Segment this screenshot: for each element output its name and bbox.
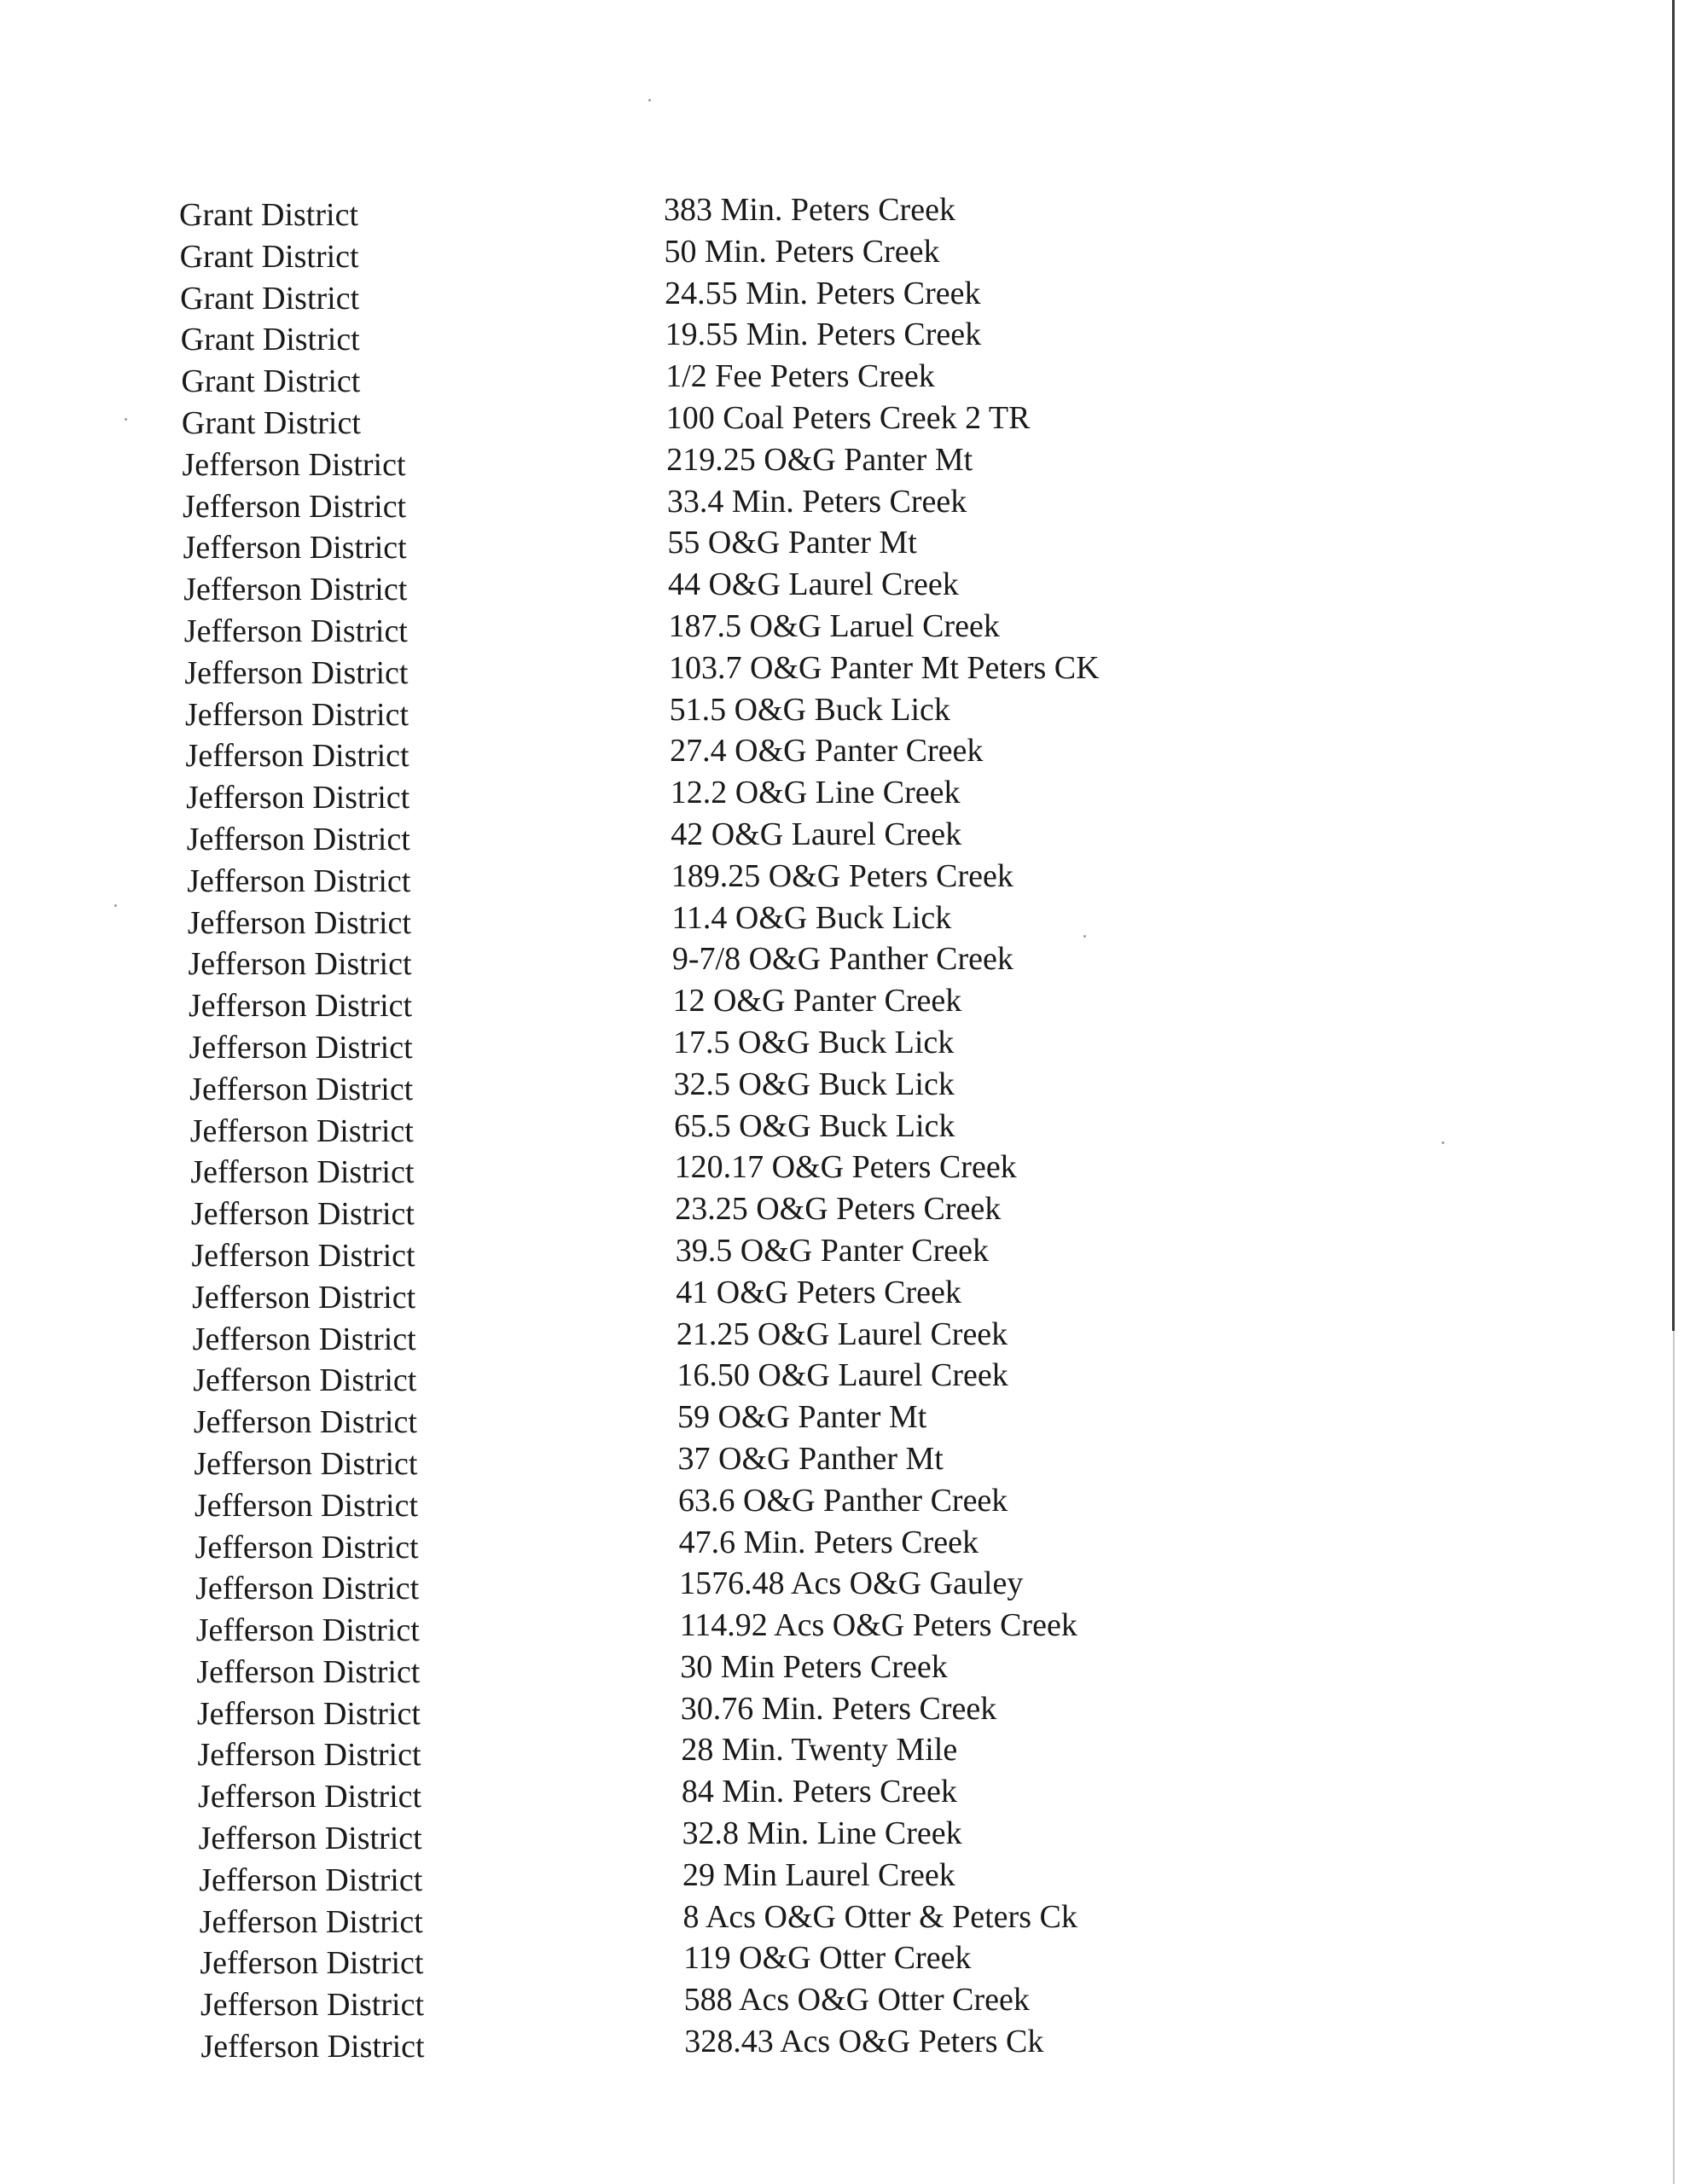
district-name: Jefferson District <box>200 1945 424 1982</box>
record-row <box>0 275 1690 320</box>
district-name: Jefferson District <box>198 1821 422 1857</box>
record-row <box>0 192 1690 236</box>
district-name: Jefferson District <box>183 530 407 566</box>
record-row <box>0 1524 1690 1569</box>
district-name: Jefferson District <box>189 1112 414 1149</box>
record-row <box>0 857 1690 903</box>
record-row <box>0 1232 1690 1277</box>
tract-description: 12 O&G Panter Creek <box>672 983 962 1019</box>
record-row <box>0 1776 1690 1818</box>
tract-description: 187.5 O&G Laruel Creek <box>668 607 1000 644</box>
district-name: Jefferson District <box>185 738 409 775</box>
tract-description: 47.6 Min. Peters Creek <box>678 1524 979 1560</box>
district-name: Jefferson District <box>196 1653 421 1690</box>
record-row <box>0 1440 1690 1485</box>
district-name: Jefferson District <box>184 696 409 733</box>
record-row <box>0 399 1690 444</box>
district-name: Jefferson District <box>199 1903 423 1940</box>
tract-description: 21.25 O&G Laurel Creek <box>676 1316 1008 1352</box>
record-row <box>0 816 1690 861</box>
tract-description: 103.7 O&G Panter Mt Peters CK <box>669 649 1100 686</box>
district-name: Jefferson District <box>189 988 413 1025</box>
district-name: Jefferson District <box>195 1571 420 1607</box>
record-row <box>0 985 1690 1027</box>
district-name: Jefferson District <box>194 1487 419 1524</box>
record-row <box>0 1607 1690 1652</box>
tract-description: 328.43 Acs O&G Peters Ck <box>684 2024 1044 2060</box>
record-row <box>0 1149 1690 1194</box>
tract-description: 119 O&G Otter Creek <box>683 1940 972 1977</box>
tract-description: 8 Acs O&G Otter & Peters Ck <box>682 1898 1077 1935</box>
tract-description: 23.25 O&G Peters Creek <box>675 1191 1002 1228</box>
tract-description: 50 Min. Peters Creek <box>664 233 940 270</box>
tract-description: 33.4 Min. Peters Creek <box>666 483 967 520</box>
district-name: Jefferson District <box>192 1321 416 1357</box>
record-row <box>0 1734 1690 1776</box>
tract-description: 63.6 O&G Panther Creek <box>678 1482 1008 1519</box>
record-row <box>0 691 1690 736</box>
district-name: Jefferson District <box>182 446 406 483</box>
record-row <box>0 1984 1690 2026</box>
district-name: Grant District <box>181 363 361 400</box>
record-row <box>0 441 1690 486</box>
record-row <box>0 1856 1690 1902</box>
district-name: Jefferson District <box>183 488 407 525</box>
tract-description: 17.5 O&G Buck Lick <box>673 1024 955 1060</box>
district-name: Grant District <box>181 404 361 441</box>
record-row <box>0 1815 1690 1860</box>
district-name: Jefferson District <box>200 1987 425 2024</box>
district-name: Jefferson District <box>186 780 410 816</box>
district-name: Jefferson District <box>193 1362 417 1399</box>
district-name: Jefferson District <box>190 1196 415 1233</box>
tract-description: 28 Min. Twenty Mile <box>681 1732 958 1769</box>
district-name: Jefferson District <box>195 1612 420 1649</box>
district-name: Grant District <box>180 280 360 317</box>
district-name: Jefferson District <box>189 1071 414 1107</box>
district-name: Jefferson District <box>192 1279 416 1316</box>
tract-description: 39.5 O&G Panter Creek <box>675 1232 990 1269</box>
tract-description: 114.92 Acs O&G Peters Creek <box>679 1607 1077 1644</box>
district-name: Jefferson District <box>200 2029 425 2065</box>
tract-description: 1576.48 Acs O&G Gauley <box>679 1565 1024 1602</box>
district-name: Jefferson District <box>196 1695 421 1732</box>
record-row <box>0 483 1690 528</box>
district-name: Jefferson District <box>183 572 408 608</box>
district-name: Jefferson District <box>187 904 411 941</box>
record-row <box>0 1191 1690 1235</box>
district-name: Grant District <box>180 322 360 358</box>
tract-description: 37 O&G Panther Mt <box>677 1440 944 1477</box>
record-row <box>0 1399 1690 1443</box>
tract-description: 51.5 O&G Buck Lick <box>669 691 950 728</box>
tract-description: 219.25 O&G Panter Mt <box>666 441 973 478</box>
record-row <box>0 233 1690 278</box>
record-row <box>0 941 1690 985</box>
record-row <box>0 1565 1690 1610</box>
record-row <box>0 527 1690 569</box>
tract-description: 41 O&G Peters Creek <box>676 1274 961 1310</box>
district-name: Grant District <box>179 238 359 275</box>
tract-description: 59 O&G Panter Mt <box>677 1399 927 1436</box>
record-row <box>0 1940 1690 1984</box>
property-records-list <box>0 192 1690 2068</box>
district-name: Jefferson District <box>195 1529 419 1565</box>
tract-description: 30 Min Peters Creek <box>680 1648 948 1685</box>
record-row <box>0 899 1690 944</box>
tract-description: 100 Coal Peters Creek 2 TR <box>665 399 1031 436</box>
record-row <box>0 1648 1690 1693</box>
tract-description: 55 O&G Panter Mt <box>667 525 917 561</box>
record-row <box>0 735 1690 777</box>
record-row <box>0 1482 1690 1527</box>
tract-description: 32.5 O&G Buck Lick <box>673 1066 955 1102</box>
tract-description: 30.76 Min. Peters Creek <box>680 1690 997 1727</box>
record-row <box>0 777 1690 819</box>
record-row <box>0 566 1690 611</box>
record-row <box>0 607 1690 653</box>
tract-description: 12.2 O&G Line Creek <box>670 775 961 811</box>
district-name: Jefferson District <box>190 1154 415 1191</box>
record-row <box>0 2026 1690 2068</box>
tract-description: 29 Min Laurel Creek <box>682 1856 955 1893</box>
district-name: Jefferson District <box>184 654 409 691</box>
tract-description: 11.4 O&G Buck Lick <box>671 899 952 936</box>
district-name: Jefferson District <box>189 1029 413 1066</box>
tract-description: 24.55 Min. Peters Creek <box>665 275 981 311</box>
tract-description: 27.4 O&G Panter Creek <box>670 733 984 770</box>
tract-description: 16.50 O&G Laurel Creek <box>677 1357 1008 1394</box>
district-name: Grant District <box>179 197 359 233</box>
district-name: Jefferson District <box>187 863 411 899</box>
tract-description: 19.55 Min. Peters Creek <box>665 317 982 353</box>
tract-description: 44 O&G Laurel Creek <box>667 566 959 603</box>
district-name: Jefferson District <box>194 1445 418 1482</box>
district-name: Jefferson District <box>183 613 408 649</box>
district-name: Jefferson District <box>186 821 410 857</box>
record-row <box>0 1316 1690 1361</box>
record-row <box>0 319 1690 361</box>
district-name: Jefferson District <box>199 1862 423 1898</box>
tract-description: 120.17 O&G Peters Creek <box>674 1149 1017 1186</box>
district-name: Jefferson District <box>188 946 412 983</box>
district-name: Jefferson District <box>197 1737 421 1774</box>
record-row <box>0 1274 1690 1319</box>
tract-description: 1/2 Fee Peters Creek <box>665 358 935 395</box>
tract-description: 42 O&G Laurel Creek <box>671 816 962 852</box>
district-name: Jefferson District <box>191 1237 415 1274</box>
tract-description: 32.8 Min. Line Creek <box>682 1815 962 1852</box>
scan-speck <box>648 99 651 102</box>
tract-description: 383 Min. Peters Creek <box>664 192 955 228</box>
district-name: Jefferson District <box>198 1779 422 1815</box>
district-name: Jefferson District <box>193 1404 417 1441</box>
tract-description: 588 Acs O&G Otter Creek <box>683 1982 1030 2018</box>
record-row <box>0 1066 1690 1111</box>
record-row <box>0 358 1690 403</box>
tract-description: 84 Min. Peters Creek <box>681 1774 957 1810</box>
tract-description: 65.5 O&G Buck Lick <box>674 1107 955 1144</box>
record-row <box>0 1107 1690 1153</box>
record-row <box>0 649 1690 694</box>
tract-description: 189.25 O&G Peters Creek <box>671 857 1013 894</box>
record-row <box>0 1690 1690 1735</box>
tract-description: 9-7/8 O&G Panther Creek <box>671 941 1013 978</box>
record-row <box>0 1024 1690 1069</box>
record-row <box>0 1898 1690 1943</box>
record-row <box>0 1357 1690 1402</box>
